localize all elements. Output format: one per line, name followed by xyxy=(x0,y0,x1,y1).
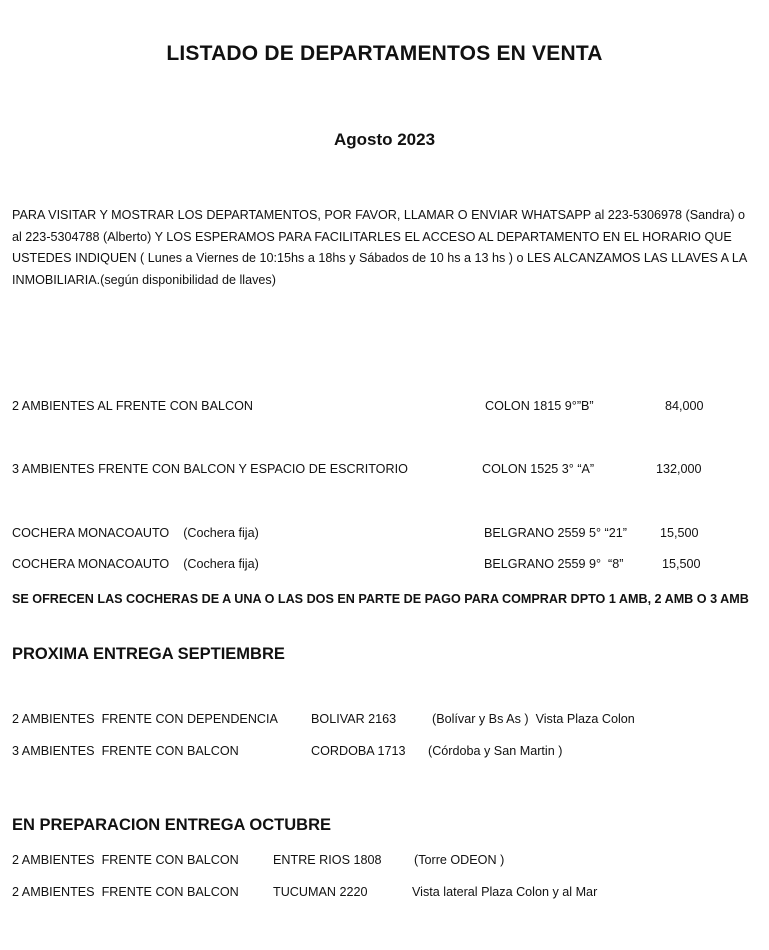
page-title: LISTADO DE DEPARTAMENTOS EN VENTA xyxy=(166,42,603,65)
section-heading-september: PROXIMA ENTREGA SEPTIEMBRE xyxy=(12,645,285,663)
listing-description: 2 AMBIENTES AL FRENTE CON BALCON xyxy=(12,399,253,413)
listing-price: 15,500 xyxy=(662,557,701,571)
upcoming-detail: (Torre ODEON ) xyxy=(414,853,505,867)
listing-description: 3 AMBIENTES FRENTE CON BALCON Y ESPACIO DE ESCRITORIO xyxy=(12,462,408,476)
upcoming-description: 3 AMBIENTES FRENTE CON BALCON xyxy=(12,744,239,758)
listing-price: 15,500 xyxy=(660,526,699,540)
upcoming-address: TUCUMAN 2220 xyxy=(273,885,368,899)
listing-price: 132,000 xyxy=(656,462,702,476)
date-subtitle: Agosto 2023 xyxy=(333,130,436,149)
listing-description: COCHERA MONACOAUTO (Cochera fija) xyxy=(12,557,259,571)
upcoming-address: ENTRE RIOS 1808 xyxy=(273,853,382,867)
listing-address: BELGRANO 2559 9° “8” xyxy=(484,557,624,571)
listing-address: COLON 1525 3° “A” xyxy=(482,462,595,476)
listing-address: COLON 1815 9°”B” xyxy=(485,399,594,413)
parking-note: SE OFRECEN LAS COCHERAS DE A UNA O LAS DOS EN PARTE DE PAGO PARA COMPRAR DPTO 1 AMB, 2 AMB O 3 AMB xyxy=(12,592,749,606)
listing-address: BELGRANO 2559 5° “21” xyxy=(484,526,627,540)
upcoming-address: CORDOBA 1713 xyxy=(311,744,406,758)
listing-price: 84,000 xyxy=(665,399,704,413)
upcoming-detail: (Bolívar y Bs As ) Vista Plaza Colon xyxy=(432,712,635,726)
upcoming-description: 2 AMBIENTES FRENTE CON DEPENDENCIA xyxy=(12,712,278,726)
upcoming-description: 2 AMBIENTES FRENTE CON BALCON xyxy=(12,885,239,899)
section-heading-october: EN PREPARACION ENTREGA OCTUBRE xyxy=(12,816,332,834)
upcoming-address: BOLIVAR 2163 xyxy=(311,712,397,726)
intro-paragraph: PARA VISITAR Y MOSTRAR LOS DEPARTAMENTOS, POR FAVOR, LLAMAR O ENVIAR WHATSAPP al 223-5306978 (Sandra) o al 223-5304788 (Alberto) Y LOS ESPERAMOS PARA FACILITARLES EL ACCESO AL DEPARTAMENTO EN EL HORARIO QUE USTEDES INDIQUEN ( Lunes a Viernes de 10:15hs a 18hs y Sábados de 10 hs a 13 hs ) o LES ALCANZAMOS LAS LLAVES A LA INMOBILIARIA.(según disponibilidad de llaves) xyxy=(12,208,747,287)
upcoming-detail: Vista lateral Plaza Colon y al Mar xyxy=(412,885,598,899)
upcoming-detail: (Córdoba y San Martin ) xyxy=(428,744,563,758)
listing-description: COCHERA MONACOAUTO (Cochera fija) xyxy=(12,526,259,540)
upcoming-description: 2 AMBIENTES FRENTE CON BALCON xyxy=(12,853,239,867)
